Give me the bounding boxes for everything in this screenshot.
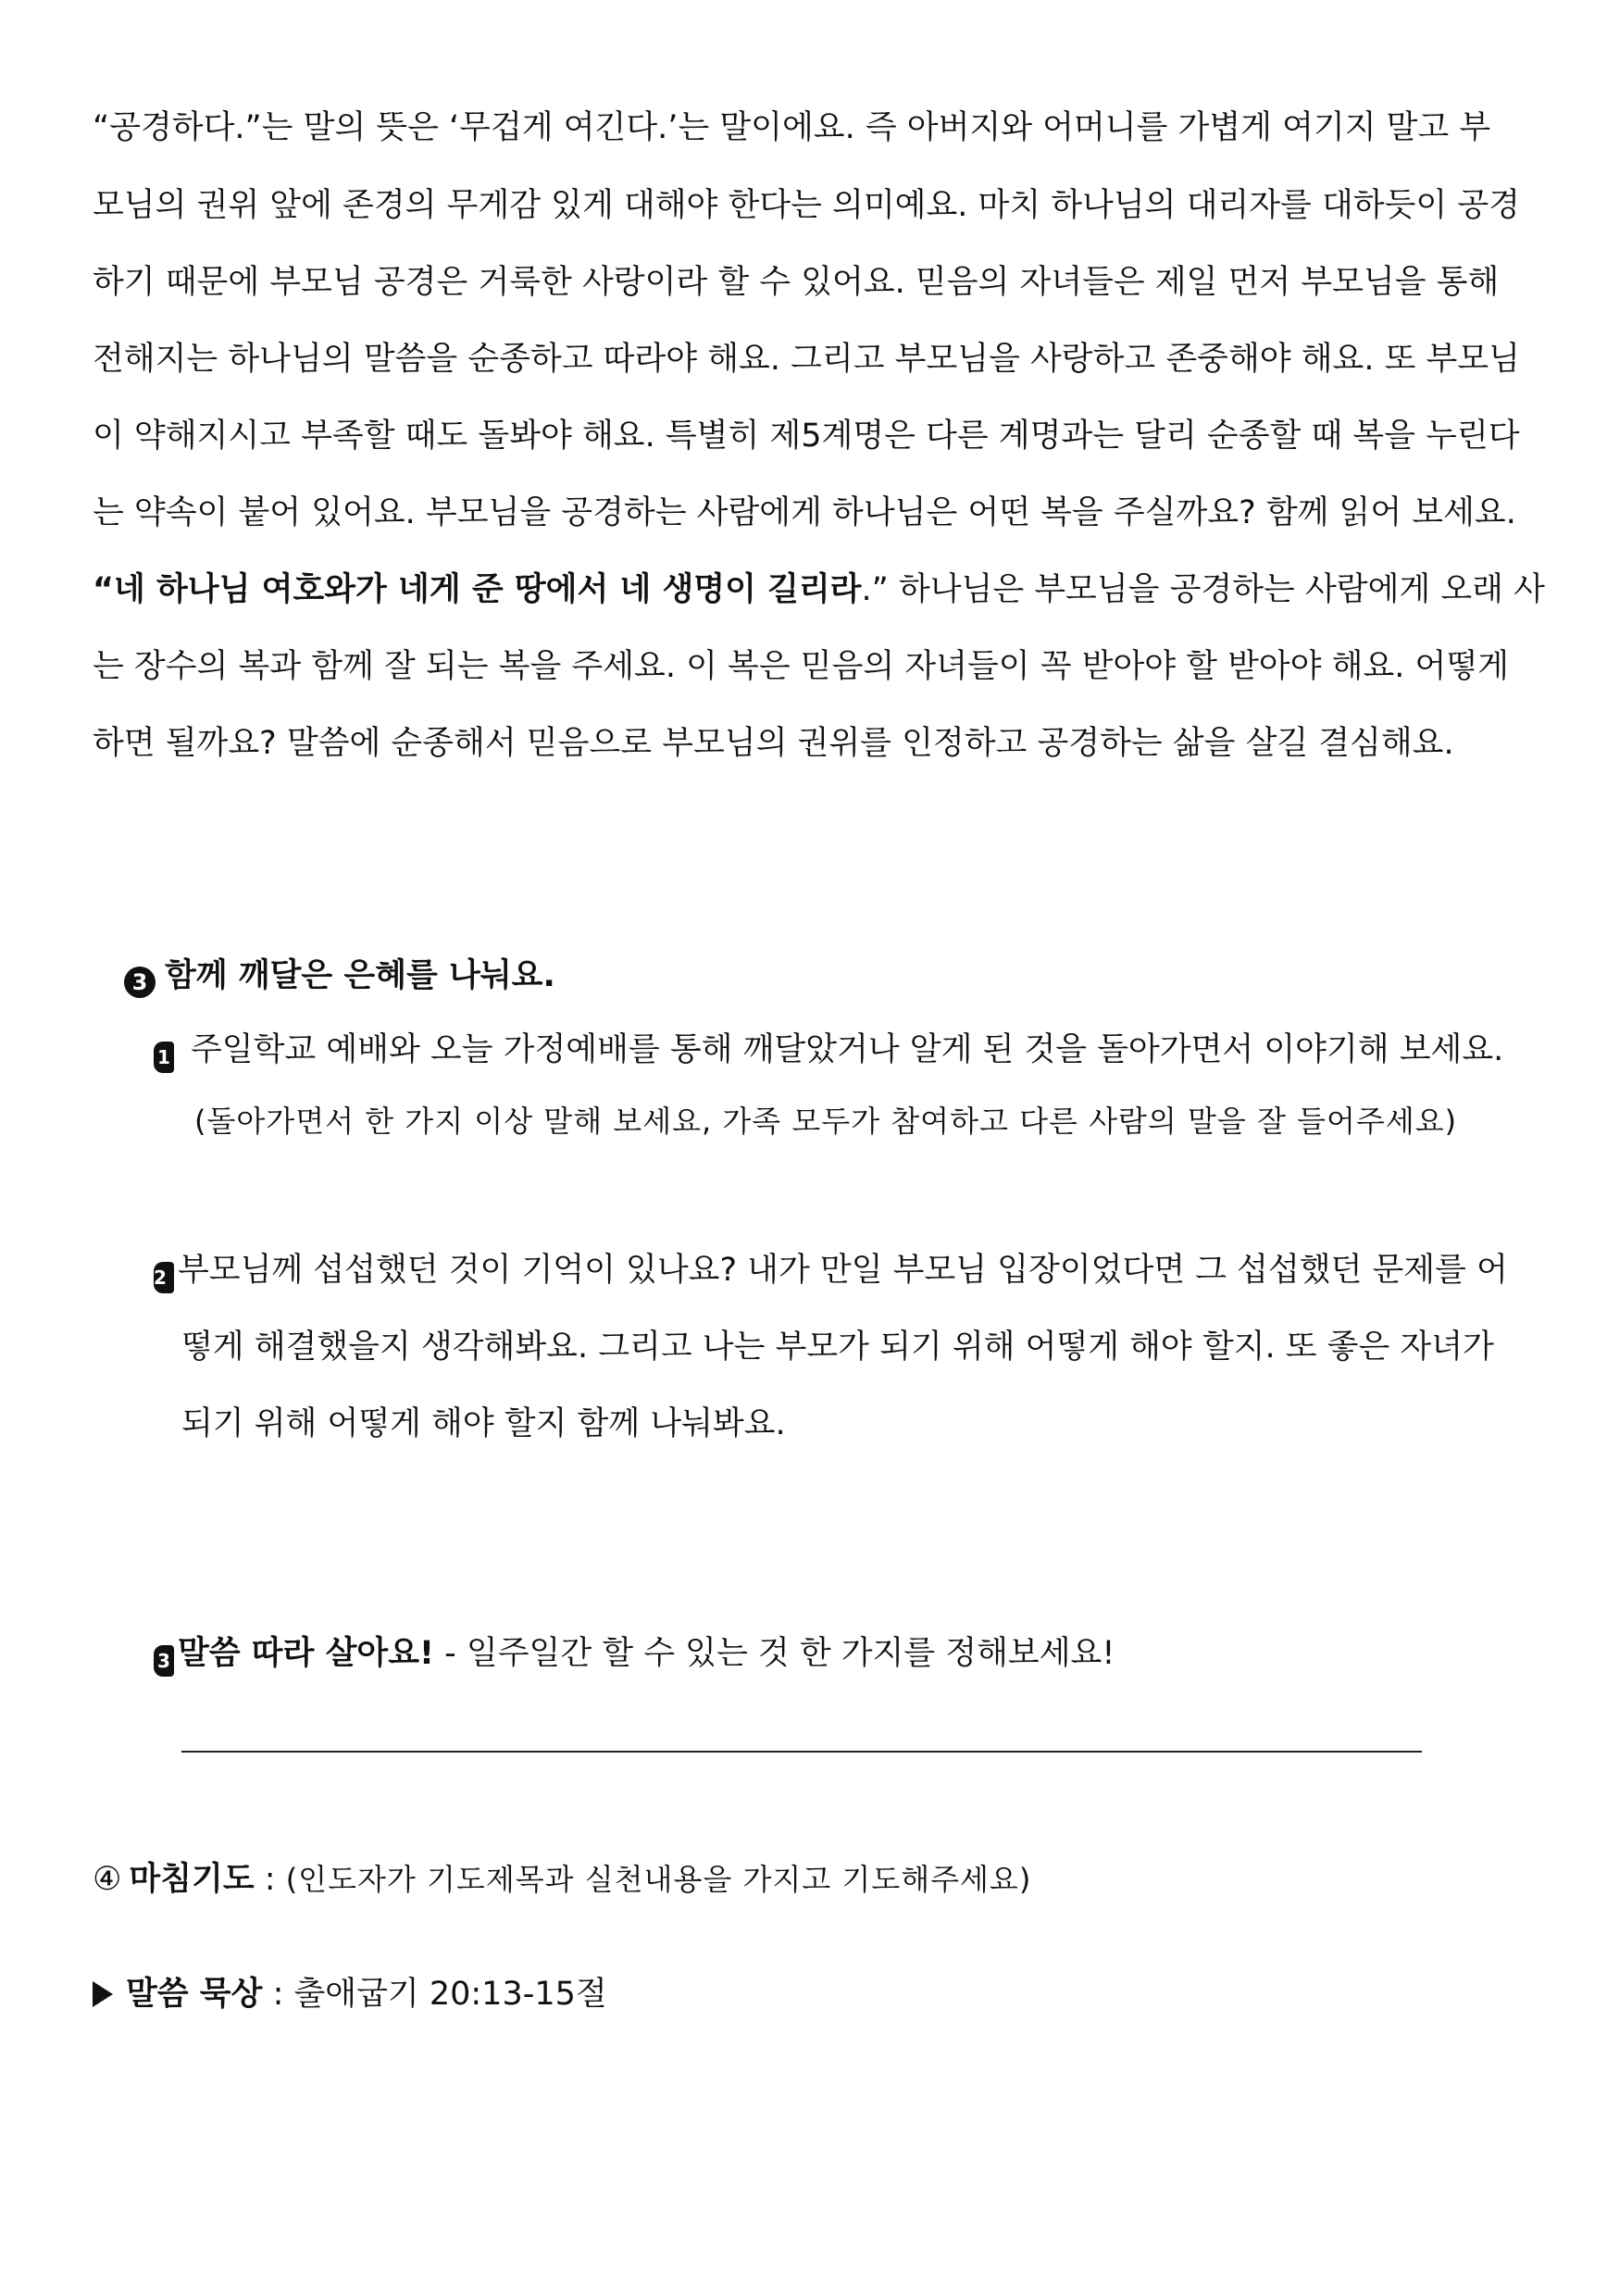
- item-3-title: 말씀 따라 살아요!: [178, 1635, 435, 1672]
- meditation-title: 말씀 묵상: [126, 1976, 263, 2013]
- item-2-line-1: [154, 1250, 1508, 1293]
- meditation-reference: 출애굽기 20:13-15절: [293, 1976, 607, 2013]
- item-3: [154, 1633, 1115, 1677]
- paragraph-line-1: “공경하다.”는 말의 뜻은 ‘무겁게 여긴다.’는 말이에요. 즉 아버지와 어머니를 가볍게 여기지 말고 부: [93, 109, 1491, 146]
- item-1-note: (돌아가면서 한 가지 이상 말해 보세요, 가족 모두가 참여하고 다른 사람의 말을 잘 들어주세요): [194, 1104, 1458, 1139]
- section-4-number: ④: [93, 1861, 122, 1898]
- section-3-title: 함께 깨달은 은혜를 나눠요.: [165, 957, 555, 994]
- paragraph-line-8: 는 장수의 복과 함께 잘 되는 복을 주세요. 이 복은 믿음의 자녀들이 꼭 받아야 할 받아야 해요. 어떻게: [93, 648, 1509, 685]
- item-2-number-icon: 2: [154, 1262, 174, 1293]
- section-3-number-icon: 3: [124, 967, 156, 998]
- paragraph-line-4: 전해지는 하나님의 말씀을 순종하고 따라야 해요. 그리고 부모님을 사랑하고 존중해야 해요. 또 부모님: [93, 341, 1520, 378]
- item-2-line-3: 되기 위해 어떻게 해야 할지 함께 나눠봐요.: [181, 1405, 786, 1442]
- answer-write-line: [181, 1751, 1422, 1753]
- item-2-line-2: 떻게 해결했을지 생각해봐요. 그리고 나는 부모가 되기 위해 어떻게 해야 할지. 또 좋은 자녀가: [181, 1329, 1494, 1366]
- section-4-note: (인도자가 기도제목과 실천내용을 가지고 기도해주세요): [285, 1862, 1032, 1897]
- play-triangle-icon: [93, 1981, 113, 2007]
- paragraph-line-6: 는 약속이 붙어 있어요. 부모님을 공경하는 사람에게 하나님은 어떤 복을 주실까요? 함께 읽어 보세요.: [93, 494, 1516, 531]
- bible-quote: “네 하나님 여호와가 네게 준 땅에서 네 생명이 길리라: [93, 571, 862, 608]
- section-4: [93, 1859, 1031, 1900]
- item-3-text: - 일주일간 할 수 있는 것 한 가지를 정해보세요!: [434, 1635, 1115, 1672]
- paragraph-line-9: 하면 될까요? 말씀에 순종해서 믿음으로 부모님의 권위를 인정하고 공경하는 삶을 살길 결심해요.: [93, 725, 1454, 762]
- paragraph-line-7: [93, 569, 1545, 610]
- item-3-number-icon: 3: [154, 1645, 174, 1677]
- section-4-colon: :: [254, 1861, 286, 1898]
- item-1: [154, 1029, 1503, 1073]
- section-4-title: 마침기도: [129, 1861, 255, 1898]
- quote-continuation: .” 하나님은 부모님을 공경하는 사람에게 오래 사: [861, 571, 1545, 608]
- meditation: [93, 1974, 607, 2015]
- section-3-heading: [124, 955, 555, 998]
- paragraph-line-5: 이 약해지시고 부족할 때도 돌봐야 해요. 특별히 제5계명은 다른 계명과는 달리 순종할 때 복을 누린다: [93, 418, 1520, 455]
- item-2-text-1: 부모님께 섭섭했던 것이 기억이 있나요? 내가 만일 부모님 입장이었다면 그 섭섭했던 문제를 어: [178, 1252, 1508, 1289]
- meditation-colon: :: [262, 1976, 294, 2013]
- paragraph-line-3: 하기 때문에 부모님 공경은 거룩한 사랑이라 할 수 있어요. 믿음의 자녀들은 제일 먼저 부모님을 통해: [93, 264, 1500, 301]
- item-1-text: 주일학교 예배와 오늘 가정예배를 통해 깨달았거나 알게 된 것을 돌아가면서 이야기해 보세요.: [191, 1031, 1504, 1068]
- item-1-number-icon: 1: [154, 1042, 174, 1073]
- paragraph-line-2: 모님의 권위 앞에 존경의 무게감 있게 대해야 한다는 의미예요. 마치 하나님의 대리자를 대하듯이 공경: [93, 187, 1520, 224]
